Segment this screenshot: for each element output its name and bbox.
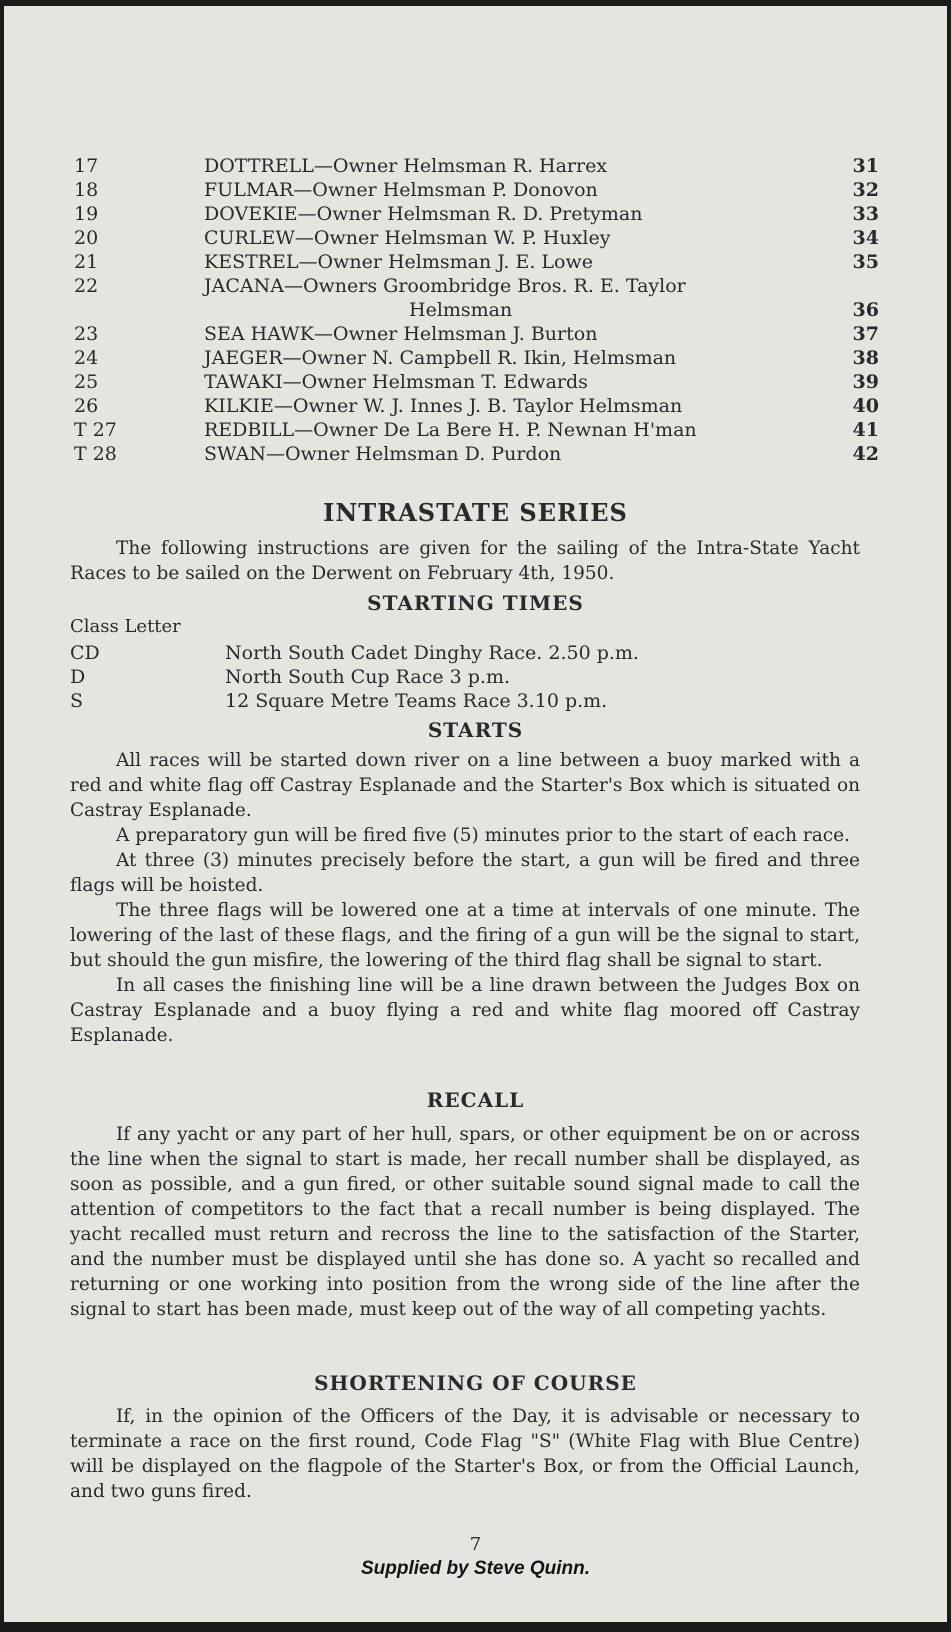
class-letter-label: Class Letter: [70, 616, 181, 637]
intrastate-heading-wrap: [4, 498, 947, 527]
entry-number: 21: [74, 251, 99, 273]
entry-number: T 28: [74, 443, 117, 465]
race-time: 12 Square Metre Teams Race 3.10 p.m.: [225, 690, 608, 712]
recall-heading-wrap: [4, 1088, 947, 1112]
starts-heading-wrap: [4, 718, 947, 742]
entry-page: 39: [852, 371, 879, 393]
entry-number: 19: [74, 203, 99, 225]
intrastate-heading: INTRASTATE SERIES: [323, 498, 628, 527]
list-item: [74, 226, 879, 250]
class-code: S: [70, 690, 84, 712]
entry-page: 32: [852, 179, 879, 201]
entry-text: SWAN—Owner Helmsman D. Purdon: [204, 443, 562, 465]
shortening-heading: SHORTENING OF COURSE: [314, 1371, 637, 1395]
list-item: [74, 178, 879, 202]
entry-number: 26: [74, 395, 99, 417]
document-page: [4, 6, 947, 1622]
list-item: [74, 322, 879, 346]
entry-page: 34: [852, 227, 879, 249]
starting-times-heading-wrap: [4, 591, 947, 615]
starts-paragraph: At three (3) minutes precisely before the start, a gun will be fired and three flags will be hoisted.: [70, 850, 860, 896]
class-code: CD: [70, 642, 100, 664]
credit-line: Supplied by Steve Quinn.: [360, 1558, 591, 1579]
starts-paragraph: In all cases the finishing line will be a line drawn between the Judges Box on Castray Esplanade and a buoy flying a red and white flag moored off Castray Esplanade.: [70, 975, 860, 1046]
starting-times-heading: STARTING TIMES: [367, 591, 584, 615]
entry-page: 37: [852, 323, 879, 345]
starts-paragraph: A preparatory gun will be fired five (5) minutes prior to the start of each race.: [116, 825, 850, 846]
recall-heading: RECALL: [426, 1088, 525, 1112]
entry-text: REDBILL—Owner De La Bere H. P. Newnan H'man: [204, 419, 697, 441]
entry-page: 40: [852, 395, 879, 417]
list-item: [74, 274, 879, 322]
entry-number: 18: [74, 179, 99, 201]
entry-number: 20: [74, 227, 99, 249]
entry-text: TAWAKI—Owner Helmsman T. Edwards: [204, 371, 588, 393]
page-number: 7: [469, 1534, 482, 1555]
recall-paragraph: If any yacht or any part of her hull, spars, or other equipment be on or across the line when the signal to start is made, her recall number shall be displayed, as soon as possible, and a gun fired, or other suitable sound signal made to call the attention of competitors to the fact that a recall number is being displayed. The yacht recalled must return and recross the line to the satisfaction of the Starter, and the number must be displayed until she has done so. A yacht so recalled and returning or one working into position from the wrong side of the line after the signal to start has been made, must keep out of the way of all competing yachts.: [70, 1124, 860, 1320]
entry-text: CURLEW—Owner Helmsman W. P. Huxley: [204, 227, 611, 249]
list-item: [74, 346, 879, 370]
entry-page: 33: [852, 203, 879, 225]
entry-page: 36: [852, 299, 879, 321]
class-code: D: [70, 666, 86, 688]
entry-text: JAEGER—Owner N. Campbell R. Ikin, Helmsman: [204, 347, 677, 369]
intrastate-intro: The following instructions are given for the sailing of the Intra-State Yacht Races to be sailed on the Derwent on February 4th, 1950.: [70, 538, 860, 584]
entry-number: 17: [74, 155, 99, 177]
entry-number: 23: [74, 323, 99, 345]
entry-page: 42: [852, 443, 879, 465]
race-time: North South Cadet Dinghy Race. 2.50 p.m.: [225, 642, 639, 664]
list-item: [74, 370, 879, 394]
list-item: [74, 202, 879, 226]
entry-page: 31: [852, 155, 879, 177]
entry-text-continued: Helmsman: [409, 299, 513, 321]
entry-text: KILKIE—Owner W. J. Innes J. B. Taylor Helmsman: [204, 395, 683, 417]
starts-paragraph: The three flags will be lowered one at a time at intervals of one minute. The lowering of the last of these flags, and the firing of a gun will be the signal to start, but should the gun misfire, the lowering of the third flag shall be signal to start.: [70, 900, 860, 971]
entry-text: KESTREL—Owner Helmsman J. E. Lowe: [204, 251, 593, 273]
list-item: [74, 154, 879, 178]
entry-text: DOVEKIE—Owner Helmsman R. D. Pretyman: [204, 203, 643, 225]
entry-page: 41: [852, 419, 879, 441]
entry-number: 22: [74, 275, 99, 297]
entry-page: 38: [852, 347, 879, 369]
entry-text: FULMAR—Owner Helmsman P. Donovon: [204, 179, 598, 201]
shortening-heading-wrap: [4, 1371, 947, 1395]
list-item: [74, 394, 879, 418]
entry-page: 35: [852, 251, 879, 273]
entry-number: 25: [74, 371, 99, 393]
list-item: [74, 418, 879, 442]
starts-paragraph: All races will be started down river on a line between a buoy marked with a red and white flag off Castray Esplanade and the Starter's Box which is situated on Castray Esplanade.: [70, 750, 860, 821]
entry-number: T 27: [74, 419, 117, 441]
entry-text: DOTTRELL—Owner Helmsman R. Harrex: [204, 155, 608, 177]
list-item: [74, 442, 879, 466]
list-item: [74, 250, 879, 274]
shortening-paragraph: If, in the opinion of the Officers of the Day, it is advisable or necessary to terminate a race on the first round, Code Flag "S" (White Flag with Blue Centre) will be displayed on the flagpole of the Starter's Box, or from the Official Launch, and two guns fired.: [70, 1406, 860, 1502]
starts-heading: STARTS: [427, 718, 524, 742]
entry-number: 24: [74, 347, 99, 369]
race-time: North South Cup Race 3 p.m.: [225, 666, 511, 688]
entry-text: JACANA—Owners Groombridge Bros. R. E. Taylor: [204, 275, 686, 297]
starts-section: [70, 748, 860, 1048]
entry-text: SEA HAWK—Owner Helmsman J. Burton: [204, 323, 598, 345]
yacht-list: [74, 154, 879, 466]
